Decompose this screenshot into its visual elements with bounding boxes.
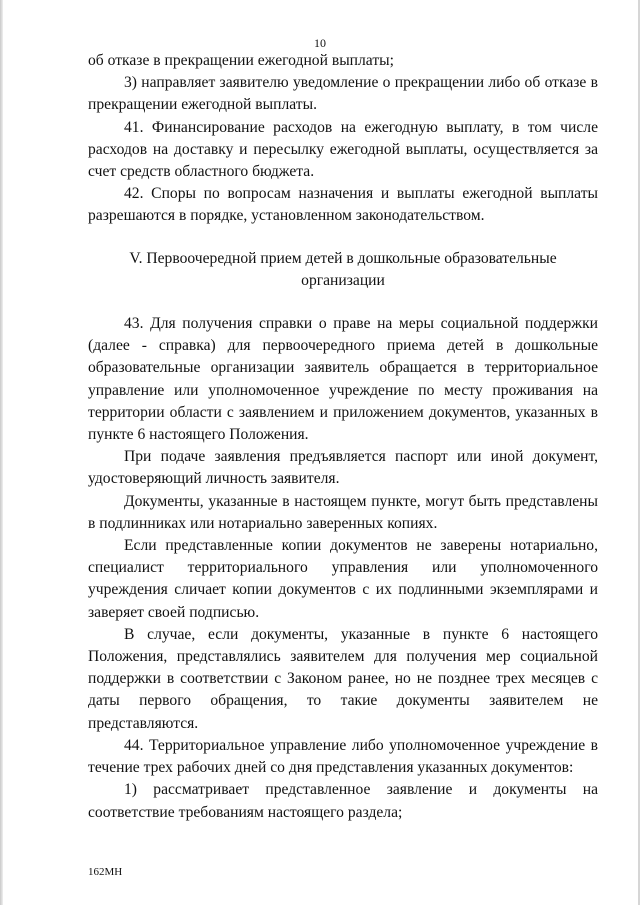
section-heading-line: V. Первоочередной прием детей в дошкольные образовательные [129,249,557,267]
section-heading-line: организации [301,271,385,289]
paragraph: 1) рассматривает представленное заявление и документы на соответствие требованиям настоящего раздела; [88,781,598,821]
paragraph: 42. Споры по вопросам назначения и выплаты ежегодной выплаты разрешаются в порядке, установленном законодательством. [88,185,598,225]
paragraph: В случае, если документы, указанные в пункте 6 настоящего Положения, представлялись заявителем для получения мер социальной поддержки в соответствии с Законом ранее, но не позднее трех месяцев с даты первого обращения, то такие документы заявителем не представляются. [88,625,598,732]
document-body [88,50,598,824]
paragraph: Документы, указанные в настоящем пункте, могут быть представлены в подлинниках или нотариально заверенных копиях. [88,492,598,532]
paragraph: об отказе в прекращении ежегодной выплаты; [88,52,394,69]
paragraph: 43. Для получения справки о праве на меры социальной поддержки (далее - справка) для первоочередного приема детей в дошкольные образовательные организации заявитель обращается в территориальное управление или уполномоченное учреждение по месту проживания на территории области с заявлением и приложением документов, указанных в пункте 6 настоящего Положения. [88,315,598,444]
paragraph: Если представленные копии документов не заверены нотариально, специалист территориального управления или уполномоченного учреждения сличает копии документов с их подлинными экземплярами и заверяет своей подписью. [88,537,598,621]
document-code: 162МН [88,866,123,878]
paragraph: 41. Финансирование расходов на ежегодную выплату, в том числе расходов на доставку и пересылку ежегодной выплаты, осуществляется за счет средств областного бюджета. [88,118,598,181]
scan-left-edge [0,0,3,905]
paragraph: 3) направляет заявителю уведомление о прекращении либо об отказе в прекращении ежегодной выплаты. [88,74,598,114]
paragraph: 44. Территориальное управление либо уполномоченное учреждение в течение трех рабочих дней со дня представления указанных документов: [88,736,598,777]
page-number: 10 [314,36,326,50]
paragraph: При подаче заявления предъявляется паспорт или иной документ, удостоверяющий личность заявителя. [88,448,598,488]
section-heading [88,248,598,292]
